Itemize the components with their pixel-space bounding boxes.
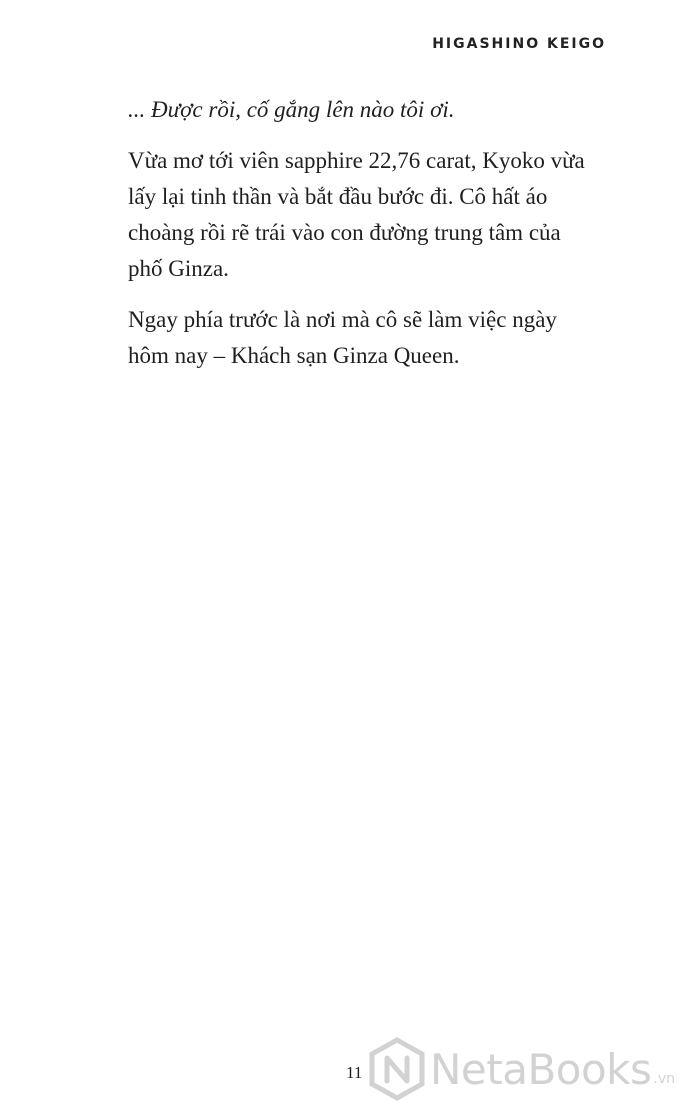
paragraph-1: ... Được rồi, cố gắng lên nào tôi ơi. bbox=[128, 97, 455, 122]
watermark-suffix: .vn bbox=[653, 1071, 675, 1087]
paragraph-2: Vừa mơ tới viên sapphire 22,76 carat, Kyoko vừa lấy lại tinh thần và bắt đầu bước đi. Cô hất áo choàng rồi rẽ trái vào con đường trung tâm của phố Ginza. bbox=[128, 148, 585, 281]
hexagon-n-logo-icon bbox=[368, 1037, 426, 1101]
page-number: 11 bbox=[346, 1063, 363, 1082]
body-text bbox=[128, 92, 598, 389]
paragraph-3: Ngay phía trước là nơi mà cô sẽ làm việc ngày hôm nay – Khách sạn Ginza Queen. bbox=[128, 307, 557, 368]
watermark-brand: NetaBooks bbox=[430, 1044, 652, 1094]
running-header: HIGASHINO KEIGO bbox=[432, 36, 606, 52]
watermark bbox=[368, 1037, 675, 1101]
